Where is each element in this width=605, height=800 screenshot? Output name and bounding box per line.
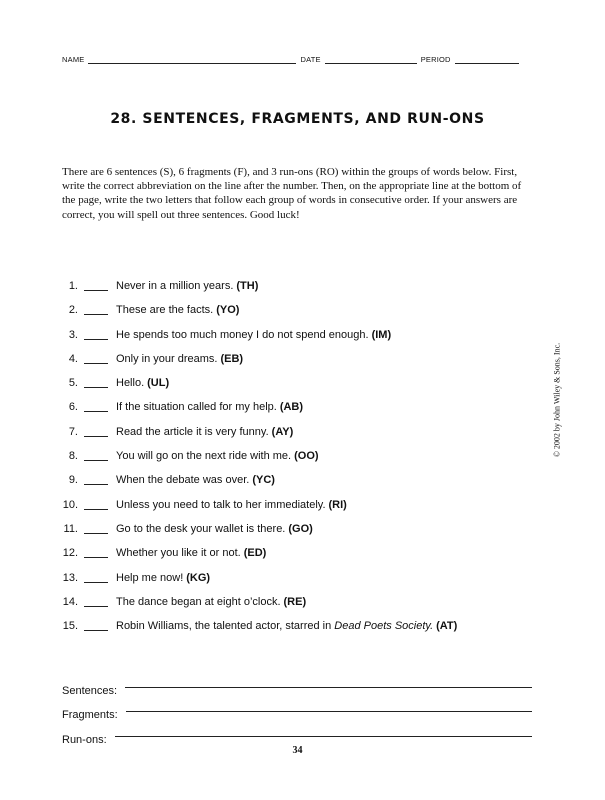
item-number: 1.	[68, 280, 78, 292]
item-code: (AB)	[279, 401, 304, 414]
item-code: (GO)	[288, 522, 313, 535]
answer-blank[interactable]	[84, 376, 108, 388]
item-italic-title: Dead Poets Society.	[334, 620, 434, 633]
item-code: (AY)	[271, 425, 294, 438]
item-code: (EB)	[220, 352, 244, 365]
item-text: Help me now!	[116, 571, 184, 584]
item-text: These are the facts.	[116, 304, 214, 317]
item-code: (IM)	[371, 328, 392, 341]
list-item	[55, 546, 535, 570]
item-text: When the debate was over.	[116, 474, 250, 487]
period-field[interactable]	[455, 55, 519, 64]
fragments-answer-line[interactable]	[126, 701, 532, 712]
answer-blank[interactable]	[84, 425, 108, 437]
list-item	[55, 352, 535, 376]
answer-blank[interactable]	[84, 498, 108, 510]
student-info-header	[62, 55, 532, 64]
answer-blank[interactable]	[84, 546, 108, 558]
list-item	[55, 328, 535, 352]
item-text: Hello.	[116, 377, 145, 390]
item-text: Unless you need to talk to her immediately.	[116, 498, 326, 511]
period-label: PERIOD	[420, 55, 451, 64]
item-text: Read the article it is very funny.	[116, 425, 269, 438]
item-text: He spends too much money I do not spend enough.	[116, 328, 369, 341]
item-number: 3.	[68, 328, 78, 341]
item-text: You will go on the next ride with me.	[116, 450, 292, 463]
runons-answer-line[interactable]	[115, 726, 532, 737]
item-text: Only in your dreams.	[116, 352, 218, 365]
item-code: (AT)	[436, 620, 458, 633]
item-number: 2.	[68, 304, 78, 317]
list-item	[55, 303, 535, 327]
answer-blank[interactable]	[84, 571, 108, 583]
item-number: 6.	[68, 401, 78, 414]
list-item	[55, 376, 535, 400]
answer-blank[interactable]	[84, 352, 108, 364]
exercise-list	[55, 279, 535, 643]
page-number: 34	[292, 745, 303, 756]
list-item	[55, 595, 535, 619]
answer-blank[interactable]	[84, 473, 108, 485]
item-number: 5.	[68, 377, 78, 390]
name-label: NAME	[62, 55, 85, 64]
item-code: (KG)	[186, 571, 211, 584]
answer-blank[interactable]	[84, 595, 108, 607]
item-code: (OO)	[294, 450, 319, 463]
list-item	[55, 498, 535, 522]
answer-blank[interactable]	[84, 303, 108, 315]
item-code: (ED)	[243, 547, 267, 560]
fragments-label: Fragments:	[62, 709, 118, 721]
item-number: 13.	[62, 571, 78, 584]
item-number: 8.	[68, 450, 78, 463]
list-item	[55, 619, 535, 643]
sentences-label: Sentences:	[62, 684, 118, 697]
item-number: 4.	[68, 352, 78, 365]
item-number: 12.	[62, 547, 78, 560]
item-code: (YO)	[216, 304, 240, 317]
sentences-row	[62, 672, 532, 697]
item-number: 9.	[68, 474, 78, 487]
runons-label: Run-ons:	[62, 733, 107, 746]
item-number: 11.	[63, 522, 78, 535]
list-item	[55, 425, 535, 449]
item-code: (RI)	[328, 498, 347, 511]
date-label: DATE	[300, 55, 321, 64]
item-number: 7.	[68, 425, 78, 438]
item-text: The dance began at eight o’clock.	[116, 595, 281, 608]
item-text: Never in a million years.	[116, 280, 234, 292]
item-code: (TH)	[236, 280, 259, 292]
list-item	[55, 473, 535, 497]
answer-blank[interactable]	[84, 328, 108, 340]
instructions: There are 6 sentences (S), 6 fragments (F), and 3 run-ons (RO) within the groups of words below. First, write the correct abbreviation on the line after the number. Then, on the appropriate line at the bottom of the page, write the two letters that follow each group of words in consecutive order. If your answers are correct, you will spell out three sentences. Good luck!	[62, 166, 522, 221]
item-code: (RE)	[283, 595, 307, 608]
item-number: 14.	[62, 595, 78, 608]
item-code: (UL)	[147, 377, 170, 390]
answer-blank[interactable]	[84, 619, 108, 631]
answer-blank[interactable]	[84, 522, 108, 534]
list-item	[55, 279, 535, 303]
list-item	[55, 571, 535, 595]
answer-blank[interactable]	[84, 279, 108, 291]
item-code: (YC)	[252, 474, 275, 487]
item-text: Robin Williams, the talented actor, starred in	[116, 620, 332, 633]
copyright-text: © 2002 by John Wiley & Sons, Inc.	[552, 342, 562, 458]
sentences-answer-line[interactable]	[125, 677, 532, 688]
worksheet-title: 28. SENTENCES, FRAGMENTS, AND RUN-ONS	[110, 111, 485, 127]
list-item	[55, 449, 535, 473]
list-item	[55, 522, 535, 546]
item-number: 15.	[62, 620, 78, 633]
answer-blank[interactable]	[84, 449, 108, 461]
item-text: Go to the desk your wallet is there.	[116, 522, 286, 535]
runons-row	[62, 721, 532, 746]
date-field[interactable]	[325, 55, 417, 64]
answer-section	[62, 672, 532, 746]
item-text: Whether you like it or not.	[116, 547, 241, 560]
list-item	[55, 400, 535, 424]
fragments-row	[62, 697, 532, 722]
name-field[interactable]	[88, 55, 296, 64]
answer-blank[interactable]	[84, 400, 108, 412]
item-text: If the situation called for my help.	[116, 401, 277, 414]
item-number: 10.	[62, 498, 78, 511]
